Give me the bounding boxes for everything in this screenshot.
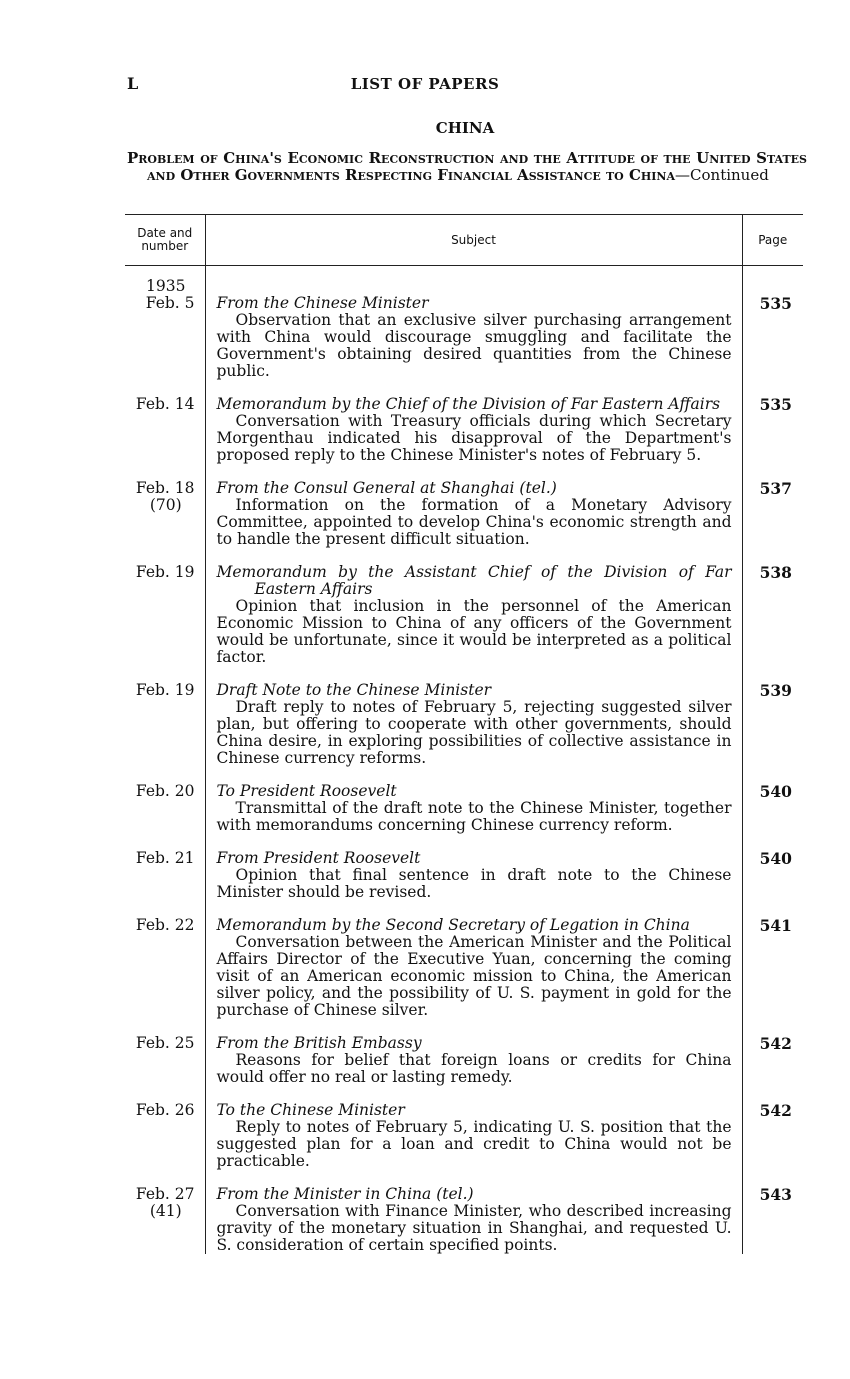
year-subject-cell <box>205 266 742 296</box>
table-header-row <box>125 215 803 266</box>
row-page: 542 <box>759 1101 792 1120</box>
date-cell <box>125 1186 205 1254</box>
table-row <box>125 480 803 564</box>
row-date: Feb. 25 <box>135 1034 195 1052</box>
row-number: (70) <box>149 496 182 514</box>
row-summary: Conversation between the American Minister and the Political Affairs Director of the Executive Yuan, concerning the coming visit of an American economic mission to China, the American silver policy, and the possibility of U. S. payment in gold for the purchase of Chinese silver. <box>216 933 732 1019</box>
row-source: Memorandum by the Assistant Chief of the Division of Far Eastern Affairs <box>216 563 732 598</box>
row-page: 538 <box>759 563 792 582</box>
row-date: Feb. 26 <box>135 1101 195 1119</box>
column-header-subject: Subject <box>205 215 742 266</box>
date-cell <box>125 295 205 396</box>
row-date: Feb. 21 <box>135 849 195 867</box>
table-row <box>125 295 803 396</box>
table-row <box>125 1035 803 1102</box>
row-page: 541 <box>759 916 792 935</box>
row-source: Draft Note to the Chinese Minister <box>216 681 492 699</box>
column-header-date: Date and number <box>125 215 205 266</box>
row-page: 540 <box>759 782 792 801</box>
subject-cell <box>205 564 742 682</box>
country-heading: CHINA <box>435 119 495 137</box>
page-number: L <box>127 74 139 93</box>
row-source: From the British Embassy <box>216 1034 422 1052</box>
table-row <box>125 396 803 480</box>
row-summary: Conversation with Treasury officials during which Secretary Morgenthau indicated his disapproval of the Department's proposed reply to the Chinese Minister's notes of February 5. <box>216 412 732 464</box>
subject-cell <box>205 480 742 564</box>
date-cell <box>125 1102 205 1186</box>
row-source: From the Chinese Minister <box>216 294 429 312</box>
row-page: 540 <box>759 849 792 868</box>
subject-cell <box>205 1102 742 1186</box>
row-date: Feb. 18 <box>135 479 195 497</box>
subject-cell <box>205 1186 742 1254</box>
date-cell <box>125 850 205 917</box>
row-summary: Reasons for belief that foreign loans or credits for China would offer no real or lasting remedy. <box>216 1051 732 1086</box>
section-continued: —Continued <box>675 166 769 184</box>
row-date: Feb. 19 <box>135 681 195 699</box>
subject-cell <box>205 682 742 783</box>
row-page: 543 <box>759 1185 792 1204</box>
row-source: From the Consul General at Shanghai (tel.) <box>216 479 557 497</box>
row-number: (41) <box>149 1202 182 1220</box>
year-row <box>125 266 803 296</box>
table-row <box>125 1186 803 1254</box>
running-title: LIST OF PAPERS <box>350 75 500 93</box>
date-cell <box>125 1035 205 1102</box>
date-cell <box>125 396 205 480</box>
row-summary: Reply to notes of February 5, indicating U. S. position that the suggested plan for a loan and credit to China would not be practicable. <box>216 1118 732 1170</box>
papers-table <box>125 214 803 1254</box>
row-summary: Opinion that final sentence in draft note to the Chinese Minister should be revised. <box>216 866 732 901</box>
table-row <box>125 850 803 917</box>
subject-cell <box>205 783 742 850</box>
section-title-text: Problem of China's Economic Reconstruction and the Attitude of the United States and Other Governments Respecting Financial Assistance to China <box>127 149 807 184</box>
date-cell <box>125 564 205 682</box>
row-summary: Observation that an exclusive silver purchasing arrangement with China would discourage smuggling and facilitate the Government's obtaining desired quantities from the Chinese public. <box>216 311 732 380</box>
row-date: Feb. 27 <box>135 1185 195 1203</box>
table-row <box>125 917 803 1035</box>
row-page: 539 <box>759 681 792 700</box>
date-cell <box>125 917 205 1035</box>
row-source: From President Roosevelt <box>216 849 421 867</box>
row-summary: Conversation with Finance Minister, who described increasing gravity of the monetary situation in Shanghai, and requested U. S. consideration of certain specified points. <box>216 1202 732 1254</box>
row-date: Feb. 14 <box>135 395 195 413</box>
row-summary: Opinion that inclusion in the personnel of the American Economic Mission to China of any officers of the Government would be unfortunate, since it would be interpreted as a political factor. <box>216 597 732 666</box>
subject-cell <box>205 396 742 480</box>
year-page-cell <box>742 266 803 296</box>
subject-cell <box>205 917 742 1035</box>
table-row <box>125 682 803 783</box>
section-title <box>127 150 807 184</box>
row-source: Memorandum by the Chief of the Division of Far Eastern Affairs <box>216 395 721 413</box>
row-summary: Transmittal of the draft note to the Chinese Minister, together with memorandums concerning Chinese currency reform. <box>216 799 732 834</box>
row-page: 535 <box>759 294 792 313</box>
row-date: Feb. 19 <box>135 563 195 581</box>
table-row <box>125 1102 803 1186</box>
subject-cell <box>205 850 742 917</box>
row-source: From the Minister in China (tel.) <box>216 1185 474 1203</box>
row-source: To President Roosevelt <box>216 782 397 800</box>
row-page: 542 <box>759 1034 792 1053</box>
date-cell <box>125 480 205 564</box>
row-date: Feb. 5 <box>145 294 195 312</box>
row-summary: Information on the formation of a Monetary Advisory Committee, appointed to develop China's economic strength and to handle the present difficult situation. <box>216 496 732 548</box>
date-cell <box>125 783 205 850</box>
row-source: To the Chinese Minister <box>216 1101 405 1119</box>
subject-cell <box>205 1035 742 1102</box>
year-label: 1935 <box>146 277 186 295</box>
column-header-page: Page <box>742 215 803 266</box>
row-date: Feb. 22 <box>135 916 195 934</box>
subject-cell <box>205 295 742 396</box>
date-cell <box>125 682 205 783</box>
row-page: 535 <box>759 395 792 414</box>
table-row <box>125 564 803 682</box>
row-summary: Draft reply to notes of February 5, rejecting suggested silver plan, but offering to cooperate with other governments, should China desire, in exploring possibilities of collective assistance in Chinese currency reforms. <box>216 698 732 767</box>
year-cell <box>125 266 205 296</box>
row-date: Feb. 20 <box>135 782 195 800</box>
row-source: Memorandum by the Second Secretary of Legation in China <box>216 916 690 934</box>
row-page: 537 <box>759 479 792 498</box>
table-row <box>125 783 803 850</box>
